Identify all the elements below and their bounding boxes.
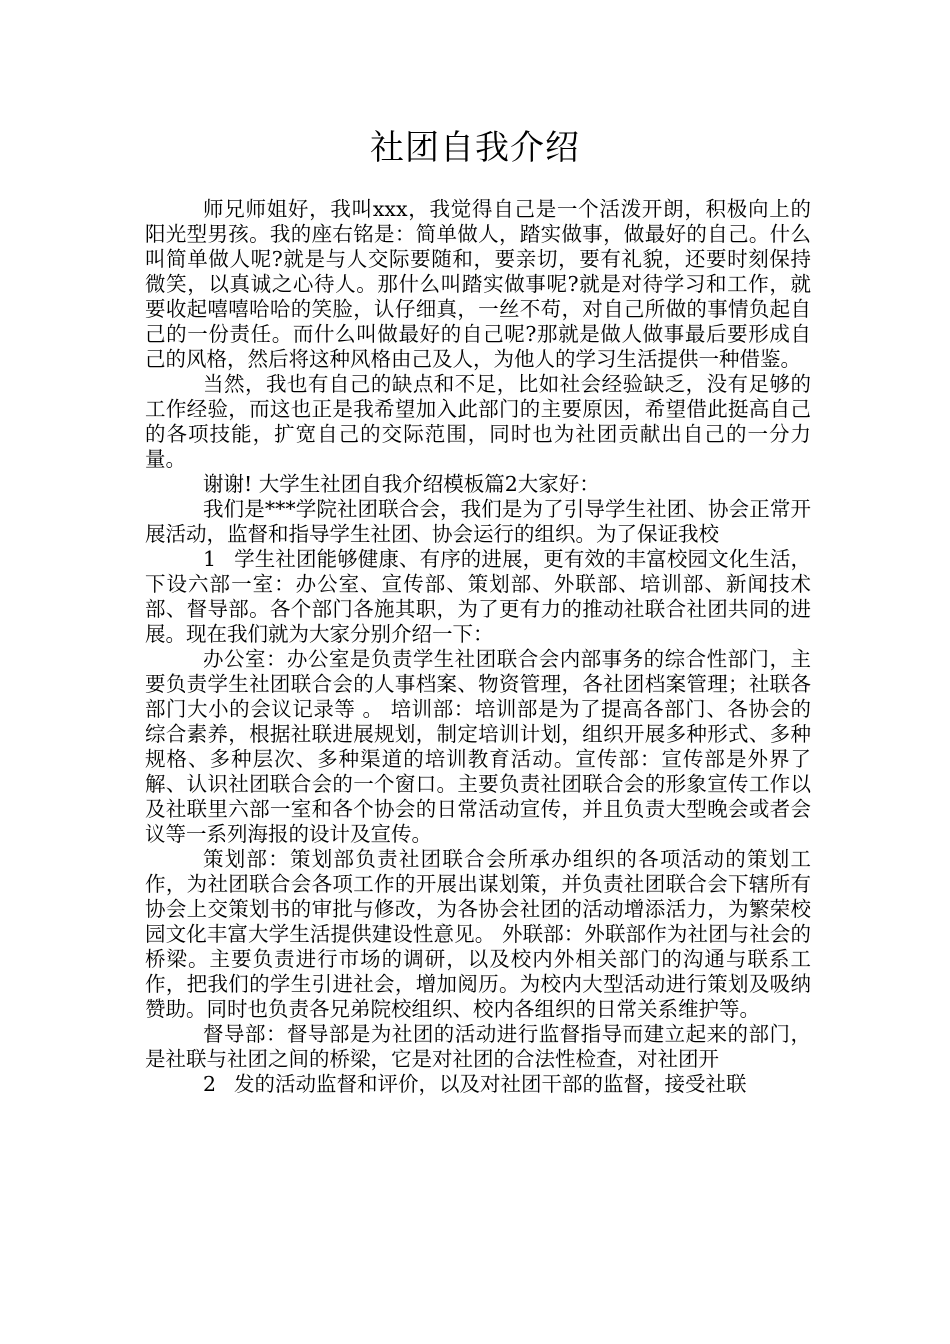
document-title: 社团自我介绍 [370, 128, 580, 168]
paragraph-text: 学生社团能够健康、有序的进展，更有效的丰富校园文化生活，下设六部一室：办公室、宣传部、策划部、外联部、培训部、新闻技术部、督导部。各个部门各施其职，为了更有力的推动社联合社团共同的进展。现在我们就为大家分别介绍一下： [145, 547, 811, 646]
paragraph-text: 督导部：督导部是为社团的活动进行监督指导而建立起来的部门，是社联与社团之间的桥梁，它是对社团的合法性检查，对社团开 [145, 1022, 811, 1071]
paragraph-continued [145, 1072, 811, 1097]
paragraph-text: 我们是***学院社团联合会，我们是为了引导学生社团、协会正常开展活动，监督和指导学生社团、协会运行的组织。为了保证我校 [145, 497, 811, 546]
paragraph-text: 策划部：策划部负责社团联合会所承办组织的各项活动的策划工作，为社团联合会各项工作的开展出谋划策，并负责社团联合会下辖所有协会上交策划书的审批与修改，为各协会社团的活动增添活力，为繁荣校园文化丰富大学生活提供建设性意见。 外联部：外联部作为社团与社会的桥梁。主要负责进行市场的调研，以及校内外相关部门的沟通与联系工作，把我们的学生引进社会，增加阅历。为校内大型活动进行策划及吸纳赞助。同时也负责各兄弟院校组织、校内各组织的日常关系维护等。 [145, 847, 811, 1021]
paragraph-text: 办公室：办公室是负责学生社团联合会内部事务的综合性部门，主要负责学生社团联合会的人事档案、物资管理，各社团档案管理；社联各部门大小的会议记录等 。 培训部：培训部是为了提高各部门、各协会的综合素养，根据社联进展规划，制定培训计划，组织开展多种形式、多种规格、多种层次、多种渠道的培训教育活动。宣传部：宣传部是外界了解、认识社团联合会的一个窗口。主要负责社团联合会的形象宣传工作以及社联里六部一室和各个协会的日常活动宣传，并且负责大型晚会或者会议等一系列海报的设计及宣传。 [145, 647, 811, 846]
paragraph-supervision [145, 1022, 811, 1072]
paragraph-text: 当然，我也有自己的缺点和不足，比如社会经验缺乏，没有足够的工作经验，而这也正是我希望加入此部门的主要原因，希望借此挺高自己的各项技能，扩宽自己的交际范围，同时也为社团贡献出自己的一分力量。 [145, 372, 811, 471]
paragraph-self-intro [145, 197, 811, 372]
page-number: 2 [203, 1072, 217, 1096]
page-number: 1 [203, 547, 217, 571]
paragraph-departments [145, 547, 811, 647]
paragraph-shortcomings [145, 372, 811, 472]
document-body [145, 197, 811, 1097]
paragraph-union-intro [145, 497, 811, 547]
paragraph-office [145, 647, 811, 847]
paragraph-thanks [145, 472, 811, 497]
paragraph-text: 发的活动监督和评价，以及对社团干部的监督，接受社联 [234, 1072, 747, 1096]
paragraph-text: 师兄师姐好，我叫xxx，我觉得自己是一个活泼开朗，积极向上的阳光型男孩。我的座右铭是：简单做人，踏实做事，做最好的自己。什么叫简单做人呢?就是与人交际要随和，要亲切，要有礼貌，还要时刻保持微笑，以真诚之心待人。那什么叫踏实做事呢?就是对待学习和工作，就要收起嘻嘻哈哈的笑脸，认仔细真，一丝不苟，对自己所做的事情负起自己的一份责任。而什么叫做最好的自己呢?那就是做人做事最后要形成自己的风格，然后将这种风格由己及人，为他人的学习生活提供一种借鉴。 [145, 197, 811, 371]
paragraph-text: 谢谢! 大学生社团自我介绍模板篇2大家好： [203, 472, 600, 496]
paragraph-planning [145, 847, 811, 1022]
